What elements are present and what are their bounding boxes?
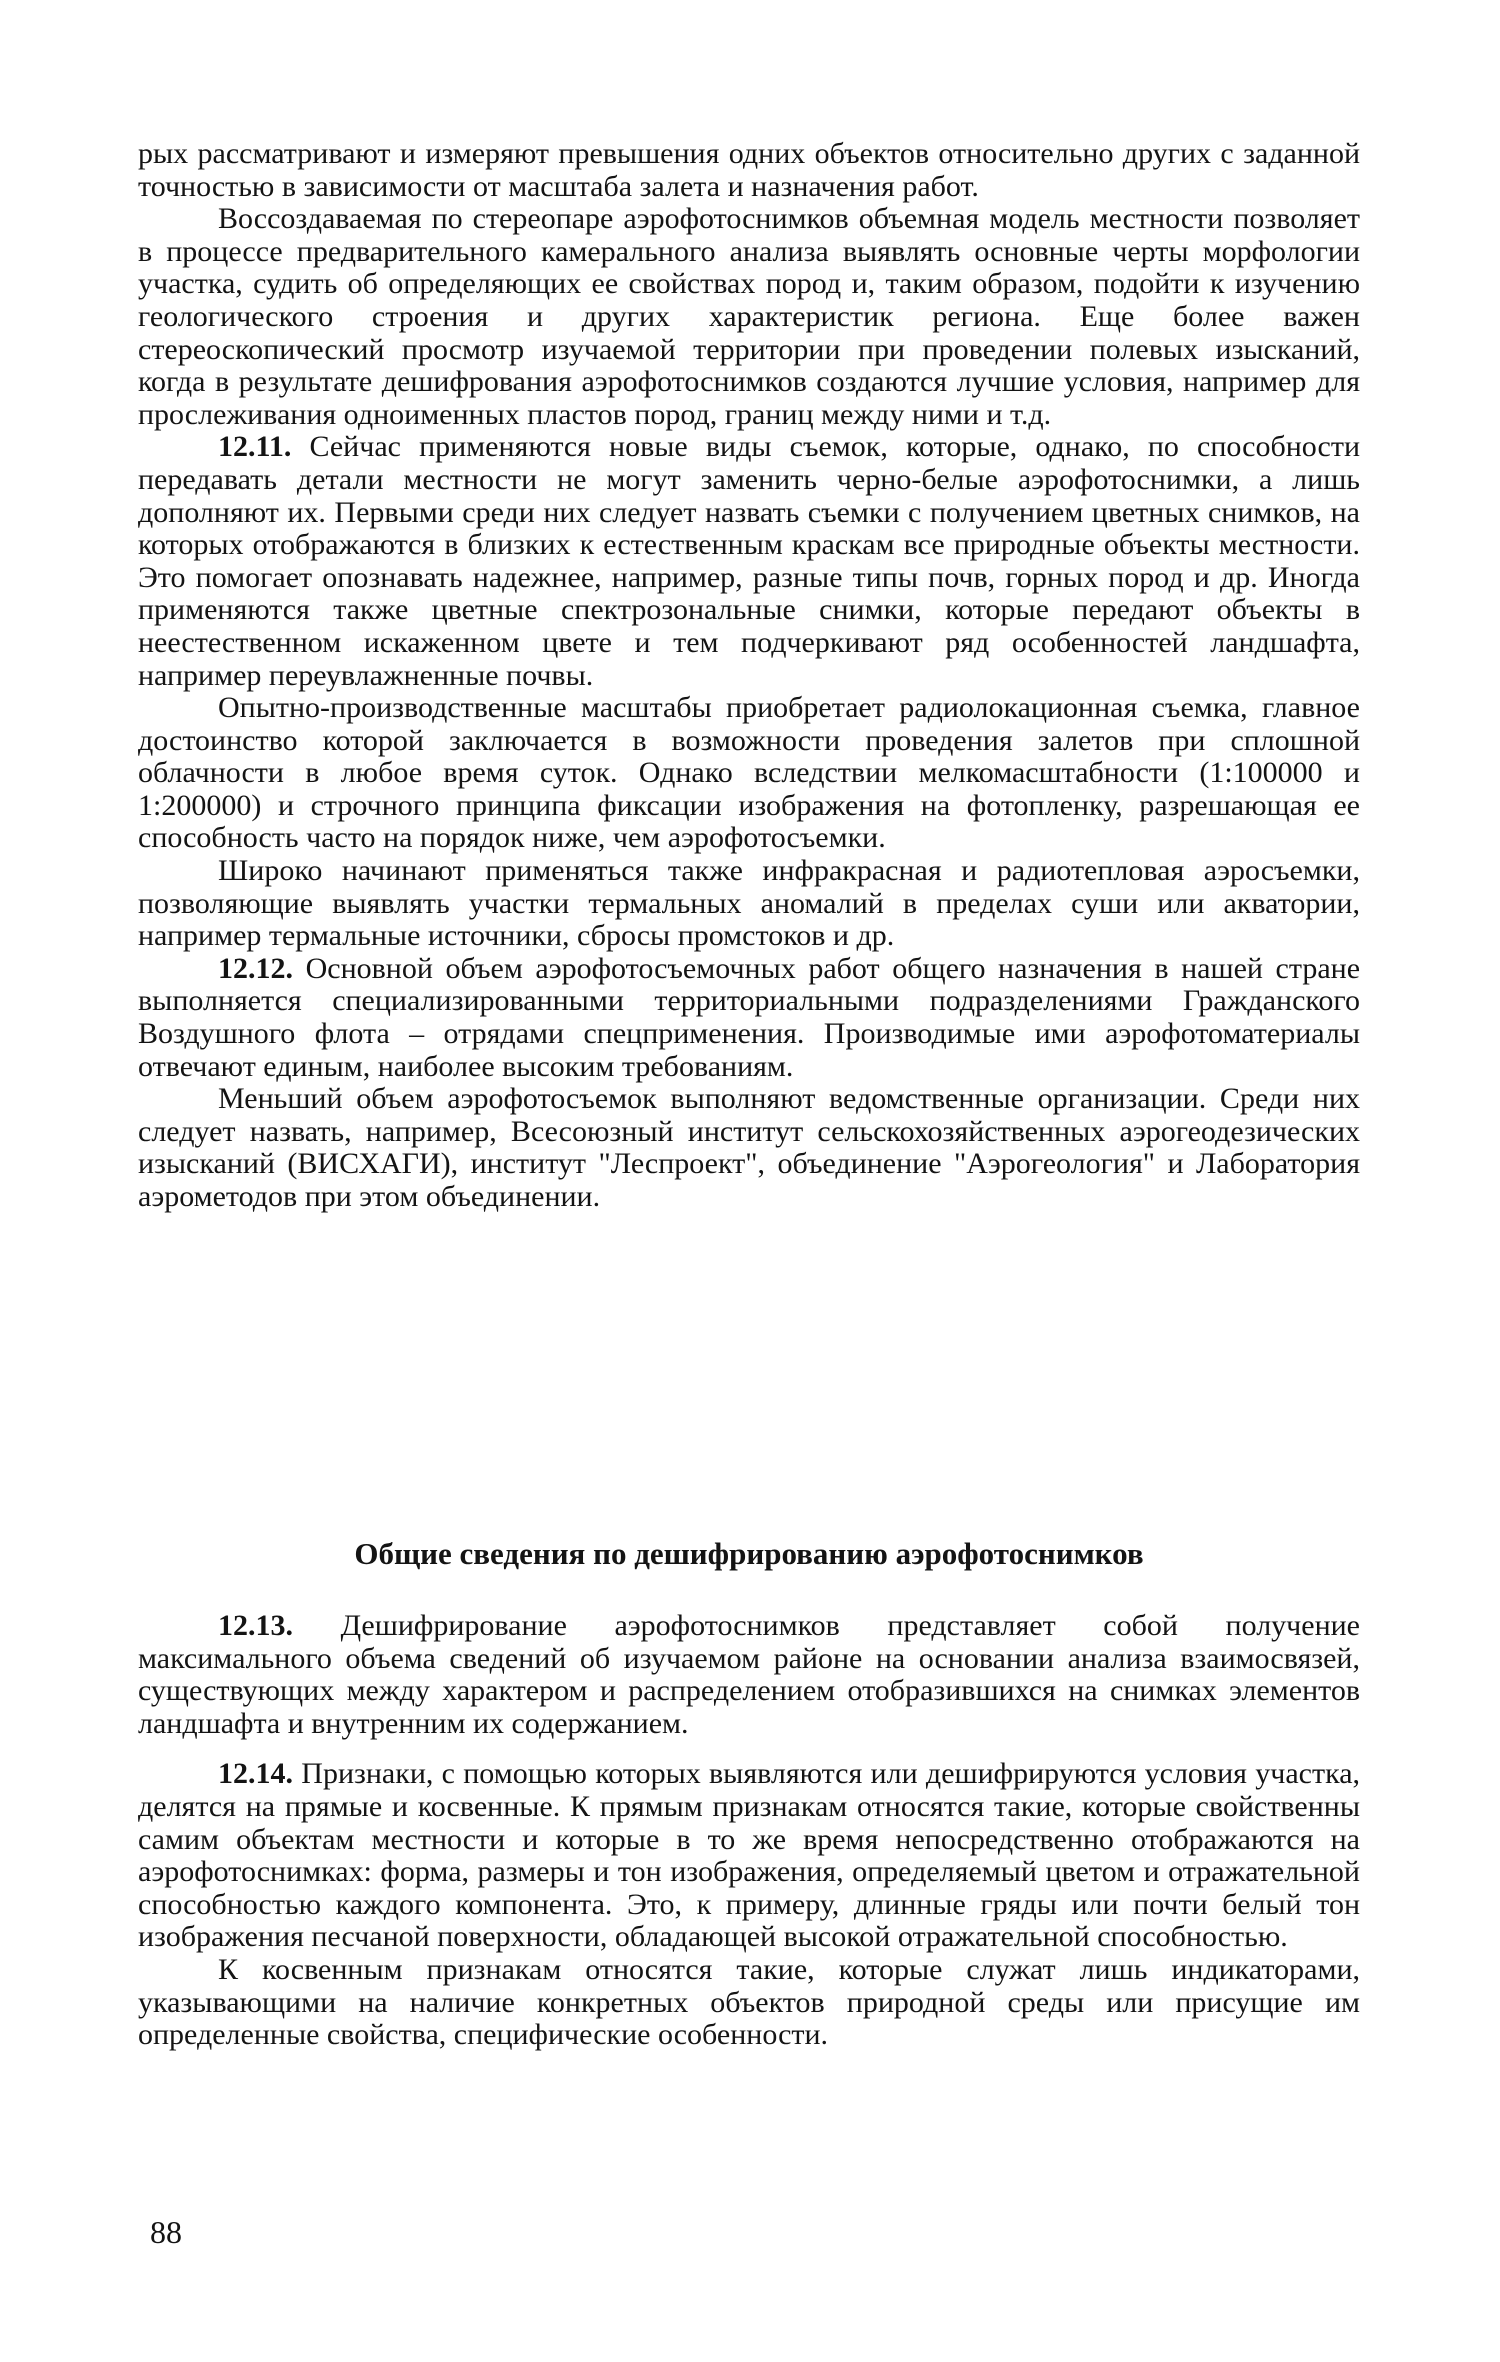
paragraph-12-11	[138, 431, 1360, 692]
section-number: 12.13.	[218, 1609, 293, 1642]
paragraph-text: Меньший объем аэрофотосъемок выполняют ведомственные организации. Среди них следует назвать, например, Всесоюзный институт сельскохозяйственных аэрогеодезических изысканий (ВИСХАГИ), институт "Леспроект", объединение "Аэрогеология" и Лаборатория аэрометодов при этом объединении.	[138, 1082, 1360, 1213]
paragraph-text: Основной объем аэрофотосъемочных работ общего назначения в нашей стране выполняется специализированными территориальными подразделениями Гражданского Воздушного флота – отрядами спецприменения. Производимые ими аэрофотоматериалы отвечают единым, наиболее высоким требованиям.	[138, 951, 1361, 1083]
paragraph-text: Дешифрирование аэрофотоснимков представляет собой получение максимального объема сведений об изучаемом районе на основании анализа взаимосвязей, существующих между характером и распределением отобразившихся на снимках элементов ландшафта и внутренним их содержанием.	[138, 1609, 1360, 1740]
paragraph-text: Признаки, с помощью которых выявляются или дешифрируются условия участка, делятся на прямые и косвенные. К прямым признакам относятся такие, которые свойственны самим объектам местности и которые в то же время непосредственно отображаются на аэрофотоснимках: форма, размеры и тон изображения, определяемый цветом и отражательной способностью каждого компонента. Это, к примеру, длинные гряды или почти белый тон изображения песчаной поверхности, обладающей высокой отражательной способностью.	[138, 1757, 1361, 1954]
paragraph-12-14	[138, 1758, 1360, 1954]
page-number: 88	[150, 2214, 182, 2250]
paragraph-text: рых рассматривают и измеряют превышения одних объектов относительно других с заданной точностью в зависимости от масштаба залета и назначения работ.	[138, 137, 1360, 203]
upper-text-section	[138, 138, 1360, 1214]
section-number: 12.11.	[218, 430, 292, 464]
lower-text-section	[138, 1610, 1360, 2052]
paragraph-text: Широко начинают применяться также инфракрасная и радиотепловая аэросъемки, позволяющие выявлять участки термальных аномалий в пределах суши или акватории, например термальные источники, сбросы промстоков и др.	[138, 854, 1360, 953]
section-heading: Общие сведения по дешифрированию аэрофотоснимков	[354, 1536, 1144, 1571]
paragraph-infrared-survey	[138, 855, 1360, 953]
paragraph-12-13	[138, 1610, 1360, 1740]
section-number: 12.12.	[218, 951, 293, 985]
paragraph-text: Сейчас применяются новые виды съемок, которые, однако, по способности передавать детали местности не могут заменить черно-белые аэрофотоснимки, а лишь дополняют их. Первыми среди них следует назвать съемки с получением цветных снимков, на которых отображаются в близких к естественным краскам все природные объекты местности. Это помогает опознавать надежнее, например, разные типы почв, горных пород и др. Иногда применяются также цветные спектрозональные снимки, которые передают объекты в неестественном искаженном цвете и тем подчеркивают ряд особенностей ландшафта, например переувлажненные почвы.	[138, 430, 1360, 692]
paragraph-indirect-signs	[138, 1954, 1360, 2052]
paragraph-radar-survey	[138, 692, 1360, 855]
paragraph-continuation	[138, 138, 1360, 203]
paragraph-text: К косвенным признакам относятся такие, которые служат лишь индикаторами, указывающими на наличие конкретных объектов природной среды или присущие им определенные свойства, специфические особенности.	[138, 1952, 1360, 2052]
paragraph-organizations	[138, 1083, 1360, 1213]
paragraph-text: Воссоздаваемая по стереопаре аэрофотоснимков объемная модель местности позволяет в процессе предварительного камерального анализа выявлять основные черты морфологии участка, судить об определяющих ее свойствах пород и, таким образом, подойти к изучению геологического строения и других характеристик региона. Еще более важен стереоскопический просмотр изучаемой территории при проведении полевых изысканий, когда в результате дешифрования аэрофотоснимков создаются лучшие условия, например для прослеживания одноименных пластов пород, границ между ними и т.д.	[138, 202, 1360, 431]
section-number: 12.14.	[218, 1757, 293, 1791]
paragraph-12-12	[138, 953, 1360, 1083]
paragraph-text: Опытно-производственные масштабы приобретает радиолокационная съемка, главное достоинство которой заключается в возможности проведения залетов при сплошной облачности в любое время суток. Однако вследствии мелкомасштабности (1:100000 и 1:200000) и строчного принципа фиксации изображения на фотопленку, разрешающая ее способность часто на порядок ниже, чем аэрофотосъемки.	[138, 691, 1360, 855]
paragraph-stereo-model	[138, 203, 1360, 431]
